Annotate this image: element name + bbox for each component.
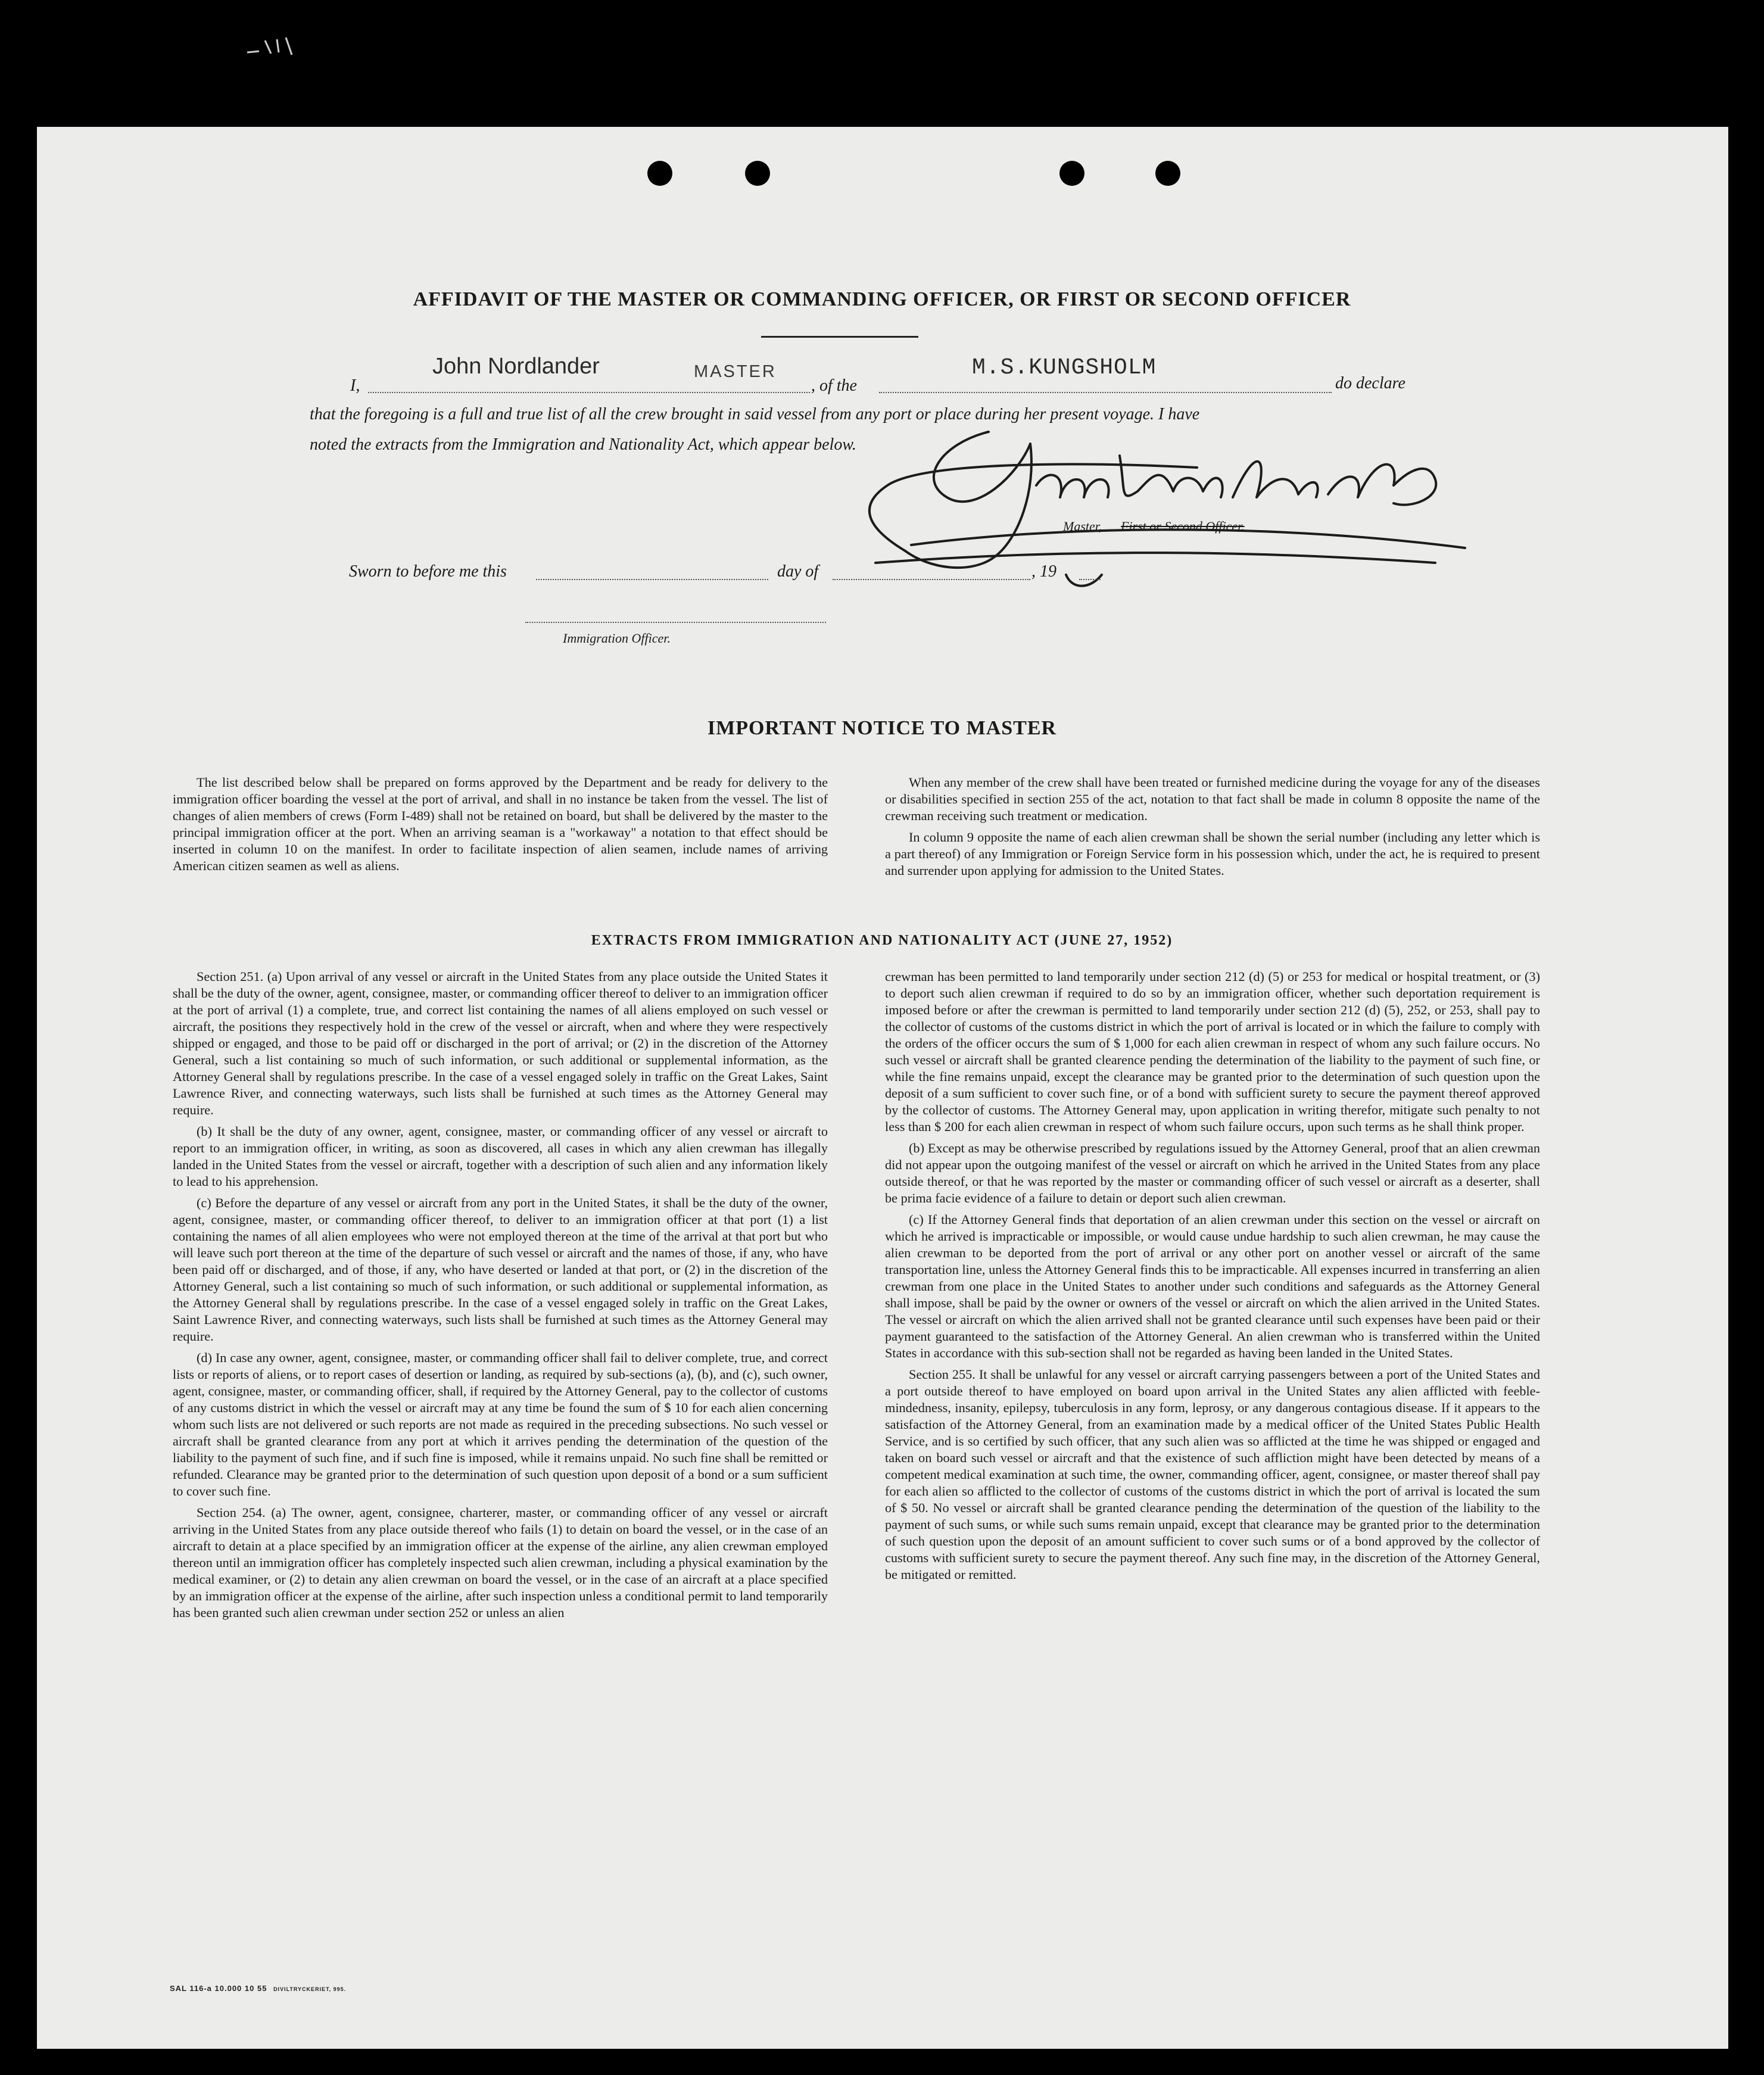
sworn-month-line <box>833 579 1030 580</box>
notice-right-column <box>885 774 1540 884</box>
notice-right-paragraph: When any member of the crew shall have been treated or furnished medicine during the voyage for any of the diseases or disabilities specified in section 255 of the act, notation to that fact shall be made in column 8 opposite the name of the crewman receiving such treatment or medication. <box>885 775 1540 823</box>
binder-hole <box>745 161 770 186</box>
extracts-right-column <box>885 968 1540 1588</box>
signature-caption-struck: First or Second Officer. <box>1121 519 1245 534</box>
extract-paragraph: (c) If the Attorney General finds that deportation of an alien crewman under this section on the vessel or aircraft on which he arrived is impracticable or impossible, or would cause undue hardship to such alien crewman, he may cause the alien crewman to be deported from the port of arrival or any other port on another vessel or aircraft of the same transportation line, unless the Attorney General finds this to be impracticable. All expenses incurred in transferring an alien crewman from one place in the United States to another under such conditions and safeguards as the Attorney General shall impose, shall be paid by the owner or owners of the vessel or aircraft on which the alien arrived in the United States. The vessel or aircraft on which the alien arrived shall not be granted clearance until such expenses have been paid or their payment guaranteed to the satisfaction of the Attorney General. An alien crewman who is transferred within the United States in accordance with this sub-section shall not be regarded as having been landed in the United States. <box>885 1212 1540 1360</box>
i-label: I, <box>350 376 360 395</box>
extracts-left-column <box>173 968 828 1626</box>
affidavit-body-line-1: that the foregoing is a full and true list of all the crew brought in said vessel from any port or place during her present voyage. I have <box>310 405 1200 423</box>
notice-title: IMPORTANT NOTICE TO MASTER <box>707 717 1057 739</box>
title-divider <box>761 336 918 338</box>
declare-label: do declare <box>1335 374 1405 392</box>
sworn-day-line <box>536 579 768 580</box>
extract-paragraph: crewman has been permitted to land temporarily under section 212 (d) (5) or 253 for medical or hospital treatment, or (3) to deport such alien crewman if required to do so by an immigration officer, whether such deportation requirement is imposed before or after the crewman is permitted to land temporarily under section 212 (d) (5), 252, or 253, shall pay to the collector of customs of the customs district in which the port of arrival is located or in which the failure to comply with the orders of the officer occurs the sum of $ 1,000 for each alien crewman in respect of whom any such failure occurs. No such vessel or aircraft shall be granted clearence pending the determination of the liability to the payment of such fine, or while the fine remains unpaid, except the clearance may be granted prior to the determination of such question upon the deposit of a sum sufficient to cover such fine, or of a bond with sufficient surety to secure the payment thereof approved by the collector of customs. The Attorney General may, upon application in writing therefor, mitigate such penalty to not less than $ 200 for each alien crewman in respect of whom such failure occurs, upon such terms as he shall think proper. <box>885 969 1540 1134</box>
extract-paragraph: (d) In case any owner, agent, consignee, master, or commanding officer shall fail to deliver complete, true, and correct lists or reports of aliens, or to report cases of desertion or landing, as required by sub-sections (a), (b), and (c), such owner, agent, consignee, master, or commanding officer, shall, if required by the Attorney General, pay to the collector of customs of any customs district in which the vessel or aircraft may at any time be found the sum of $ 10 for each alien concerning whom such lists are not delivered or such reports are not made as required in the preceding subsections. No such vessel or aircraft shall be granted clearance from any port at which it arrives pending the determination of the question of the liability to the payment of such fine, and if such fine is imposed, while it remains unpaid. No such fine shall be remitted or refunded. Clearance may be granted prior to the determination of such question upon deposit of a bond or a sum sufficient to cover such fine. <box>173 1350 828 1498</box>
year-label: , 19 <box>1031 562 1056 581</box>
form-code: SAL 116-a 10.000 10 55 <box>170 1984 267 1993</box>
extract-paragraph: Section 251. (a) Upon arrival of any vessel or aircraft in the United States from any place outside the United States it shall be the duty of the owner, agent, consignee, master, or commanding officer thereof to deliver to an immigration officer at the port of arrival (1) a complete, true, and correct list containing the names of all aliens employed on such vessel or aircraft, the positions they respectively hold in the crew of the vessel or aircraft, when and where they were respectively shipped or engaged, and those to be paid off or discharged in the port of arrival; or (2) in the discretion of the Attorney General, such a list containing so much of such information, or such additional or supplemental information, as the Attorney General shall by regulations prescribe. In the case of a vessel engaged solely in traffic on the Great Lakes, Saint Lawrence River, and connecting waterways, such lists shall be furnished at such times as the Attorney General may require. <box>173 969 828 1117</box>
form-code-footer <box>170 1984 346 1993</box>
extract-paragraph: Section 255. It shall be unlawful for any vessel or aircraft carrying passengers between a port of the United States and a port outside thereof to have employed on board upon arrival in the United States any alien afflicted with feeble-mindedness, insanity, epilepsy, tuberculosis in any form, leprosy, or any dangerous contagious disease. If it appears to the satisfaction of the Attorney General, from an examination made by a medical officer of the United States Public Health Service, and is so certified by such officer, that any such alien was so afflicted at the time he was shipped or engaged and taken on board such vessel or aircraft and that the existence of such affliction might have been detected by means of a competent medical examination at such time, the owner, commanding officer, agent, consignee, or master thereof shall pay for each alien so afflicted to the collector of customs of the customs district in which the port of arrival is located the sum of $ 50. No vessel or aircraft shall be granted clearance pending the determination of the question of the liability to the payment of such sums, or while such sums remain unpaid, except that clearance may be granted prior to the determination of such question upon the deposit of an amount sufficient to cover such sums or of a bond approved by the collector of customs with sufficient surety to secure the payment thereof. Any such fine may, in the discretion of the Attorney General, be mitigated or remitted. <box>885 1367 1540 1582</box>
binder-hole <box>647 161 672 186</box>
name-line <box>368 392 810 393</box>
vessel-line <box>879 392 1332 393</box>
signature-caption-master: Master, <box>1063 519 1102 534</box>
corner-pencil-mark <box>244 35 316 58</box>
binder-hole <box>1059 161 1084 186</box>
master-name: John Nordlander <box>432 354 600 379</box>
day-of-label: day of <box>777 562 819 581</box>
of-the-label: , of the <box>811 376 857 395</box>
immigration-officer-label: Immigration Officer. <box>563 631 671 646</box>
binder-hole <box>1155 161 1180 186</box>
printer-name: DIVILTRYCKERIET, 995. <box>273 1986 347 1992</box>
extract-paragraph: (b) It shall be the duty of any owner, agent, consignee, master, or commanding officer of any vessel or aircraft to report to an immigration officer, in writing, as soon as discovered, all cases in which any alien crewman has illegally landed in the United States from the vessel or aircraft, together with a description of such alien and any information likely to lead to his apprehension. <box>173 1124 828 1189</box>
extract-paragraph: Section 254. (a) The owner, agent, consignee, charterer, master, or commanding officer of any vessel or aircraft arriving in the United States from any place outside thereof who fails (1) to detain on board the vessel, or in the case of an aircraft to detain at a place specified by an immigration officer at the expense of the airline, any alien crewman employed thereon until an immigration officer has completely inspected such alien crewman, including a physical examination by the medical examiner, or (2) to detain any alien crewman on board the vessel, or in the case of an aircraft at a place specified by an immigration officer at the expense of the airline, after such inspection unless a conditional permit to land temporarily has been granted such alien crewman under section 252 or unless an alien <box>173 1505 828 1620</box>
vessel-name: M.S.KUNGSHOLM <box>972 355 1157 381</box>
extract-paragraph: (c) Before the departure of any vessel or aircraft from any port in the United States, it shall be the duty of the owner, agent, consignee, master, or commanding officer thereof, to deliver to an immigration officer at that port (1) a list containing the names of all alien employees who were not employed thereon at the time of the arrival at that port but who will leave such port thereon at the time of the departure of such vessel or aircraft and the names of those, if any, who have been paid off or discharged, and of those, if any, who have deserted or landed at that port, or (2) in the discretion of the Attorney General, such a list containing so much of such information, or such additional or supplemental information, as the Attorney General shall by regulations prescribe. In the case of a vessel engaged solely in traffic on the Great Lakes, Saint Lawrence River, and connecting waterways, such lists shall be furnished at such times as the Attorney General may require. <box>173 1195 828 1344</box>
notice-left-paragraph: The list described below shall be prepared on forms approved by the Department and be ready for delivery to the immigration officer boarding the vessel at the port of arrival, and shall in no instance be taken from the vessel. The list of changes of alien members of crews (Form I-489) shall not be retained on board, but shall be delivered by the master to the principal immigration officer at the port. When an arriving seaman is a "workaway" a notation to that effect should be inserted in column 10 on the manifest. In order to facilitate inspection of alien seamen, include names of arriving American citizen seamen as well as aliens. <box>173 775 828 873</box>
notice-right-paragraph: In column 9 opposite the name of each alien crewman shall be shown the serial number (including any letter which is a part thereof) of any Immigration or Foreign Service form in his possession which, under the act, he is required to present and surrender upon applying for admission to the United States. <box>885 830 1540 878</box>
rank-stamp: MASTER <box>694 362 777 381</box>
sworn-label: Sworn to before me this <box>349 562 507 581</box>
officer-signature-line <box>525 622 826 623</box>
extracts-title: EXTRACTS FROM IMMIGRATION AND NATIONALITY ACT (JUNE 27, 1952) <box>591 933 1173 948</box>
extract-paragraph: (b) Except as may be otherwise prescribed by regulations issued by the Attorney General, proof that an alien crewman did not appear upon the outgoing manifest of the vessel or aircraft on which he arrived in the United States from any place outside thereof, or that he was reported by the master or commanding officer of such vessel or aircraft as a deserter, shall be prima facie evidence of a failure to detain or deport such alien crewman. <box>885 1141 1540 1205</box>
notice-left-column <box>173 774 828 879</box>
affidavit-title: AFFIDAVIT OF THE MASTER OR COMMANDING OFFICER, OR FIRST OR SECOND OFFICER <box>413 288 1351 310</box>
affidavit-body-line-2: noted the extracts from the Immigration and Nationality Act, which appear below. <box>310 435 856 454</box>
year-line <box>1079 579 1101 580</box>
master-signature <box>840 420 1489 593</box>
